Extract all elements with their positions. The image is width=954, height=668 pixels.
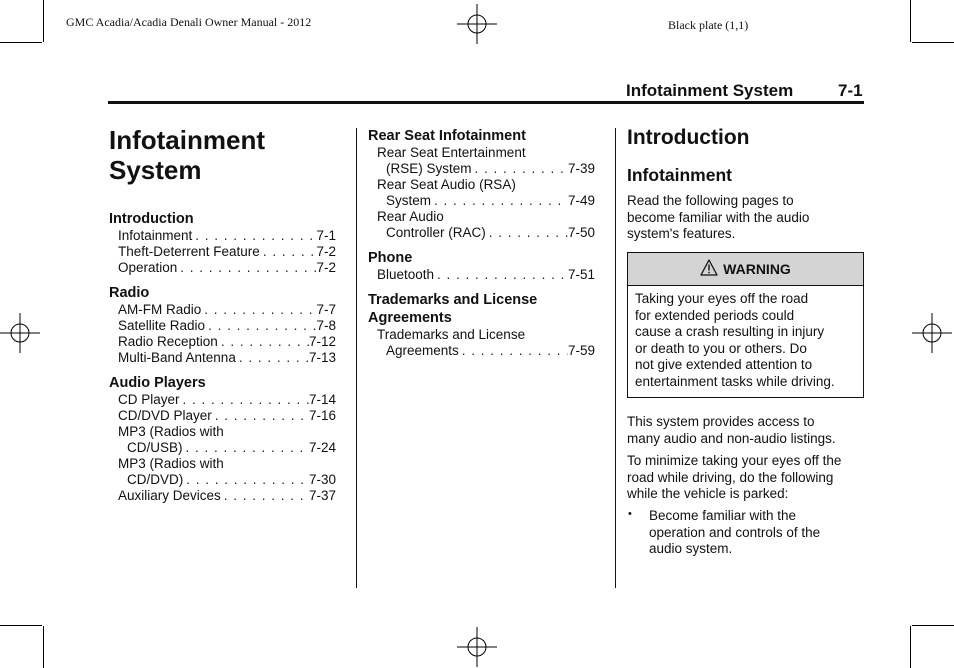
toc-entry[interactable]: AM-FM Radio . . . 7-7: [109, 302, 336, 318]
text-line: become familiar with the audio: [627, 209, 810, 225]
toc-entry[interactable]: Agreements . . . 7-59: [368, 343, 595, 359]
text-line: To minimize taking your eyes off the: [627, 453, 842, 468]
running-head-section: Infotainment System: [626, 81, 794, 100]
text-line: audio system.: [649, 541, 733, 556]
text-line: system's features.: [627, 226, 736, 241]
text-line: cause a crash resulting in injury: [635, 324, 825, 339]
text-line: Read the following pages to: [627, 193, 794, 208]
toc-entry-label[interactable]: Rear Seat Audio (RSA): [377, 177, 516, 192]
toc-entry[interactable]: Satellite Radio . . . 7-8: [109, 318, 336, 334]
registration-mark-icon: [912, 313, 952, 353]
column-divider: [356, 128, 357, 588]
toc-entry[interactable]: Controller (RAC) . . . 7-50: [368, 225, 595, 241]
toc-entry[interactable]: (RSE) System . . . 7-39: [368, 161, 595, 177]
bullet-icon: •: [628, 508, 632, 520]
toc-entry[interactable]: Auxiliary Devices . . . 7-37: [109, 488, 336, 504]
minimize-paragraph: [627, 453, 841, 503]
toc-entry-label[interactable]: MP3 (Radios with: [118, 424, 224, 439]
crop-mark: [0, 42, 42, 43]
text-line: operation and controls of the: [649, 524, 821, 540]
toc-entry[interactable]: Infotainment . . . 7-1: [109, 228, 336, 244]
toc-middle: [368, 127, 595, 359]
chapter-title: Infotainment System: [109, 125, 265, 185]
introduction-heading: Introduction: [627, 126, 750, 149]
warning-triangle-icon: [700, 259, 718, 276]
crop-mark: [912, 625, 954, 626]
toc-heading: Phone: [368, 250, 413, 266]
registration-mark-icon: [457, 627, 497, 667]
bullet-item: [649, 508, 820, 558]
crop-mark: [43, 0, 44, 42]
toc-heading: Introduction: [109, 211, 194, 227]
header-rule: [108, 101, 864, 104]
text-line: road while driving, do the following: [627, 469, 834, 485]
toc-entry[interactable]: CD/USB) . . . 7-24: [109, 440, 336, 456]
manual-title: GMC Acadia/Acadia Denali Owner Manual - 2012: [66, 15, 312, 29]
crop-mark: [0, 625, 42, 626]
toc-heading: Audio Players: [109, 375, 206, 391]
crop-mark: [912, 42, 954, 43]
toc-heading: Radio: [109, 285, 150, 301]
warning-box: [627, 252, 864, 398]
toc-entry[interactable]: Multi-Band Antenna . . . 7-13: [109, 350, 336, 366]
column-divider: [615, 128, 616, 588]
toc-entry[interactable]: CD/DVD Player . . . 7-16: [109, 408, 336, 424]
toc-entry[interactable]: CD Player . . . 7-14: [109, 392, 336, 408]
warning-header: [628, 253, 863, 286]
crop-mark: [43, 626, 44, 668]
toc-entry[interactable]: Theft-Deterrent Feature . . . 7-2: [109, 244, 336, 260]
toc-heading: Trademarks and License: [368, 292, 538, 308]
toc-entry[interactable]: System . . . 7-49: [368, 193, 595, 209]
registration-mark-icon: [0, 313, 40, 353]
toc-entry[interactable]: Radio Reception . . . 7-12: [109, 334, 336, 350]
toc-entry[interactable]: Operation . . . 7-2: [109, 260, 336, 276]
registration-mark-icon: [457, 4, 497, 44]
intro-paragraph: [627, 193, 809, 243]
warning-text: [628, 286, 863, 390]
toc-entry-label[interactable]: Rear Audio: [377, 209, 444, 224]
toc-heading: Agreements: [368, 310, 452, 326]
toc-entry-label[interactable]: Rear Seat Entertainment: [377, 145, 526, 160]
toc-left: [109, 210, 336, 504]
text-line: or death to you or others. Do: [635, 340, 807, 356]
infotainment-heading: Infotainment: [627, 165, 732, 185]
toc-heading: Rear Seat Infotainment: [368, 128, 526, 144]
toc-entry[interactable]: CD/DVD) . . . 7-30: [109, 472, 336, 488]
text-line: while the vehicle is parked:: [627, 486, 789, 501]
warning-label: WARNING: [723, 261, 791, 277]
crop-mark: [910, 626, 911, 668]
toc-entry[interactable]: Bluetooth . . . 7-51: [368, 267, 595, 283]
text-line: Taking your eyes off the road: [635, 291, 809, 306]
toc-entry-label[interactable]: MP3 (Radios with: [118, 456, 224, 471]
toc-entry-label[interactable]: Trademarks and License: [377, 327, 526, 342]
text-line: entertainment tasks while driving.: [635, 373, 835, 389]
text-line: many audio and non-audio listings.: [627, 430, 836, 446]
text-line: for extended periods could: [635, 307, 795, 323]
text-line: This system provides access to: [627, 414, 815, 429]
text-line: Become familiar with the: [649, 508, 797, 523]
running-head-page: 7-1: [838, 81, 863, 100]
plate-label: Black plate (1,1): [668, 18, 749, 32]
access-paragraph: [627, 414, 836, 447]
text-line: not give extended attention to: [635, 357, 813, 372]
crop-mark: [910, 0, 911, 42]
